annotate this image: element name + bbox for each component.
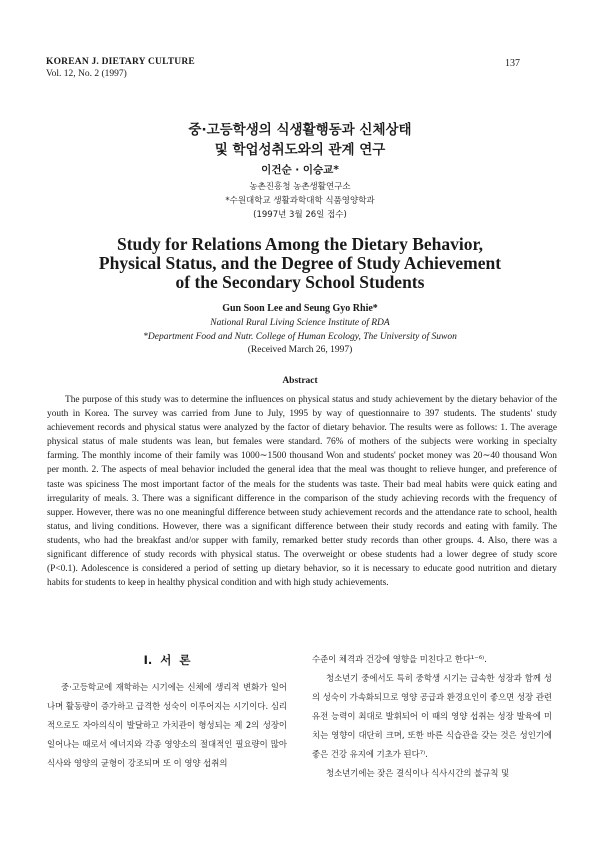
korean-received-date: (1997년 3월 26일 접수) xyxy=(253,210,347,220)
korean-title xyxy=(0,120,600,160)
korean-title-line1: 중·고등학생의 식생활행동과 신체상태 xyxy=(188,122,412,138)
korean-title-line2: 및 학업성취도와의 관계 연구 xyxy=(214,142,386,158)
english-authors: Gun Soon Lee and Seung Gyo Rhie* xyxy=(222,303,378,314)
english-affiliations xyxy=(0,317,600,358)
journal-header xyxy=(46,57,195,80)
body-left-column xyxy=(47,650,287,773)
page-number: 137 xyxy=(505,58,520,69)
intro-paragraph-right-1: 수준이 체격과 건강에 영향을 미친다고 한다¹⁻⁶⁾. xyxy=(312,654,487,664)
korean-affiliations xyxy=(0,180,600,222)
korean-authors: 이건순 · 이승교* xyxy=(261,164,339,176)
abstract-heading: Abstract xyxy=(282,376,318,386)
section-heading-introduction: I. 서 론 xyxy=(143,653,191,667)
english-affiliation1: National Rural Living Science Institute of RDA xyxy=(210,318,390,328)
english-title-line2: Physical Status, and the Degree of Study Achievement xyxy=(98,253,502,273)
intro-paragraph-right-2: 청소년기 중에서도 특히 중학생 시기는 급속한 성장과 함께 성의 성숙이 가속화되므로 영양 공급과 환경요인이 좋으면 성장 관련 유전 능력이 최대로 발휘되어 이 때의 영양 섭취는 성장 발육에 미치는 영향이 대단히 크며, 또한 바른 식습관을 갖는 것은 성인기에 좋은 건강 유지에 기초가 된다⁷⁾. xyxy=(312,673,552,759)
journal-name: KOREAN J. DIETARY CULTURE xyxy=(46,57,195,67)
intro-paragraph-left: 중·고등학교에 재학하는 시기에는 신체에 생리적 변화가 일어나며 활동량이 증가하고 급격한 성숙이 이루어지는 시기이다. 심리적으로도 자아의식이 발달하고 가치관이 형성되는 제 2의 성장이 일어나는 때로서 에너지와 각종 영양소의 절대적인 필요량이 많아 식사와 영양의 균형이 강조되며 또 이 영양 섭취의 xyxy=(47,682,287,768)
korean-affiliation2: *수원대학교 생활과학대학 식품영양학과 xyxy=(225,196,375,206)
english-affiliation2: *Department Food and Nutr. College of Human Ecology, The University of Suwon xyxy=(143,331,457,342)
english-title-line3: of the Secondary School Students xyxy=(175,272,425,292)
abstract-text: The purpose of this study was to determine the influences on physical status and study achievement by the dietary behavior of the youth in Korea. The survey was carried from June to July, 1995 by way of questionnaire to 397 students. The students' study achievement records and physical status were analyzed by the factor of dietary behavior. The results were as follows: 1. The average physical status of male students was lean, but females were standard. 76% of mothers of the subjects were working in specialty farming. The monthly income of their family was 1000∼1500 thousand Won and students' pocket money was 20∼40 thousand Won per month. 2. The aspects of meal behavior included the general idea that the meal was thought to relieve hunger, and preference of taste was spiciness The most important factor of the meals for the students was taste. Their bad meal habits were quick eating and irregularity of meals. 3. There was a significant difference in the comparison of the study achieving records with the frequency of supper. However, there was no one meaningful difference between study achievement records and the attendance rate to school, health status, and living conditions. However, there was a significant difference between their study records and eating with family. The students, who had the breakfast and/or supper with family, remarked better study records than other groups. 4. Also, there was a significant difference of study records with physical status. The overweight or obese students had a lower degree of study score (P<0.1). Adolescence is considered a period of setting up dietary behavior, so it is necessary to educate good nutrition and dietary habits for students to keep in healthy physical condition and with high study achievements. xyxy=(47,395,557,589)
english-received-date: (Received March 26, 1997) xyxy=(247,345,353,355)
body-right-column xyxy=(312,650,552,783)
journal-volume: Vol. 12, No. 2 (1997) xyxy=(46,69,127,79)
english-title-line1: Study for Relations Among the Dietary Behavior, xyxy=(116,234,484,254)
intro-paragraph-right-3: 청소년기에는 잦은 결식이나 식사시간의 불규칙 및 xyxy=(326,768,510,778)
english-title xyxy=(0,235,600,292)
korean-affiliation1: 농촌진흥청 농촌생활연구소 xyxy=(249,182,351,192)
